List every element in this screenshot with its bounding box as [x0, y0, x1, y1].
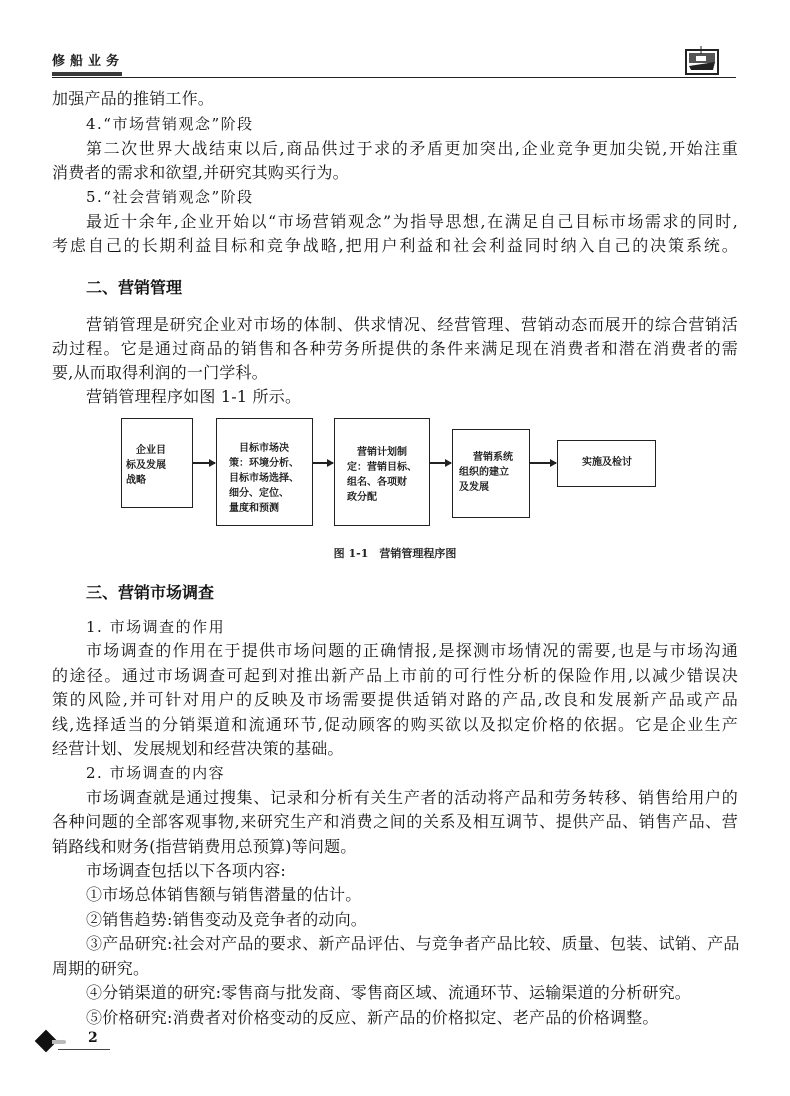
diagram-arrow [430, 462, 451, 464]
paragraph-line: 最近十余年,企业开始以“市场营销观念”为指导思想,在满足自己目标市场需求的同时, [86, 212, 738, 231]
diagram-arrow [313, 462, 333, 464]
box-text: 组名、各项财 [347, 477, 407, 488]
paragraph-line: 考虑自己的长期利益目标和竞争战略,把用户利益和社会利益同时纳入自己的决策系统。 [52, 236, 738, 255]
page-number: 2 [88, 1030, 98, 1046]
footer-rule [58, 1049, 110, 1050]
list-item: ①市场总体销售额与销售潜量的估计。 [86, 885, 362, 904]
box-text: 组织的建立 [459, 467, 509, 478]
figure-caption: 图 1-1 营销管理程序图 [333, 547, 457, 560]
box-text: 目标市场决 [239, 443, 289, 454]
box-text: 及发展 [459, 482, 489, 493]
list-item: ⑤价格研究:消费者对价格变动的反应、新产品的价格拟定、老产品的价格调整。 [86, 1008, 659, 1027]
subsection-heading: 2. 市场调查的内容 [86, 764, 226, 782]
ship-logo-icon [682, 46, 722, 76]
list-item: ③产品研究:社会对产品的要求、新产品评估、与竞争者产品比较、质量、包装、试销、产品 [86, 934, 740, 953]
list-item-continuation: 周期的研究。 [52, 959, 150, 978]
box-text: 营销系统 [473, 452, 513, 463]
box-text: 营销计划制 [357, 447, 407, 458]
box-text: 标及发展 [126, 460, 166, 471]
subsection-heading: 1. 市场调查的作用 [86, 618, 226, 636]
stage4-heading: 4.“市场营销观念”阶段 [86, 115, 254, 133]
stage5-heading: 5.“社会营销观念”阶段 [86, 188, 254, 206]
header-rule [52, 77, 736, 78]
section-heading-market-research: 三、营销市场调查 [86, 583, 215, 602]
paragraph-line: 的途径。通过市场调查可起到对推出新产品上市前的可行性分析的保险作用,以减少错误决 [52, 666, 738, 685]
running-header-title: 修船业务 [52, 54, 125, 69]
box-text: 量度和预测 [229, 503, 279, 514]
section-heading-marketing-management: 二、营销管理 [86, 278, 183, 297]
box-text: 定：营销目标、 [347, 462, 417, 473]
box-text: 企业目 [136, 445, 166, 456]
paragraph-line: 消费者的需求和欲望,并研究其购买行为。 [52, 163, 349, 182]
paragraph-line: 经营计划、发展规划和经营决策的基础。 [52, 739, 344, 758]
paragraph-line: 第二次世界大战结束以后,商品供过于求的矛盾更加突出,企业竞争更加尖锐,开始注重 [86, 139, 738, 158]
paragraph-line: 各种问题的全部客观事物,来研究生产和消费之间的关系及相互调节、提供产品、销售产品、营 [52, 812, 738, 831]
paragraph-line: 市场调查包括以下各项内容: [86, 861, 286, 880]
paragraph-line: 策的风险,并可针对用户的反映及市场需要提供适销对路的产品,改良和发展新产品或产品 [52, 690, 738, 709]
paragraph-line: 市场调查就是通过搜集、记录和分析有关生产者的活动将产品和劳务转移、销售给用户的 [86, 788, 738, 807]
header-accent-bar [52, 72, 122, 76]
paragraph-line: 线,选择适当的分销渠道和流通环节,促动顾客的购买欲以及拟定价格的依据。它是企业生产 [52, 715, 738, 734]
diagram-box-marketing-plan [334, 418, 430, 526]
paragraph-line: 销路线和财务(指营销费用总预算)等问题。 [52, 837, 357, 856]
diagram-box-target-market [216, 418, 313, 526]
paragraph-line: 动过程。它是通过商品的销售和各种劳务所提供的条件来满足现在消费者和潜在消费者的需 [52, 339, 738, 358]
box-text: 目标市场选择、 [229, 473, 299, 484]
box-text: 战略 [126, 475, 146, 486]
box-text: 策：环境分析、 [229, 458, 299, 469]
diagram-box-marketing-system [452, 429, 530, 518]
diagram-box-goals [121, 418, 193, 508]
paragraph-line: 加强产品的推销工作。 [52, 89, 215, 108]
list-item: ②销售趋势:销售变动及竞争者的动向。 [86, 910, 367, 929]
paragraph-line: 要,从而取得利润的一门学科。 [52, 363, 268, 382]
box-text: 细分、定位、 [229, 488, 289, 499]
box-text: 实施及检讨 [582, 457, 632, 468]
paragraph-line: 营销管理程序如图 1-1 所示。 [86, 387, 302, 406]
page-flame-icon [52, 1040, 66, 1044]
diagram-arrow [193, 462, 215, 464]
diagram-arrow [530, 462, 556, 464]
box-text: 政分配 [347, 492, 377, 503]
list-item: ④分销渠道的研究:零售商与批发商、零售商区域、流通环节、运输渠道的分析研究。 [86, 983, 691, 1002]
paragraph-line: 营销管理是研究企业对市场的体制、供求情况、经营管理、营销动态而展开的综合营销活 [86, 315, 738, 334]
diagram-box-implementation [557, 440, 656, 487]
paragraph-line: 市场调查的作用在于提供市场问题的正确情报,是探测市场情况的需要,也是与市场沟通 [86, 641, 738, 660]
